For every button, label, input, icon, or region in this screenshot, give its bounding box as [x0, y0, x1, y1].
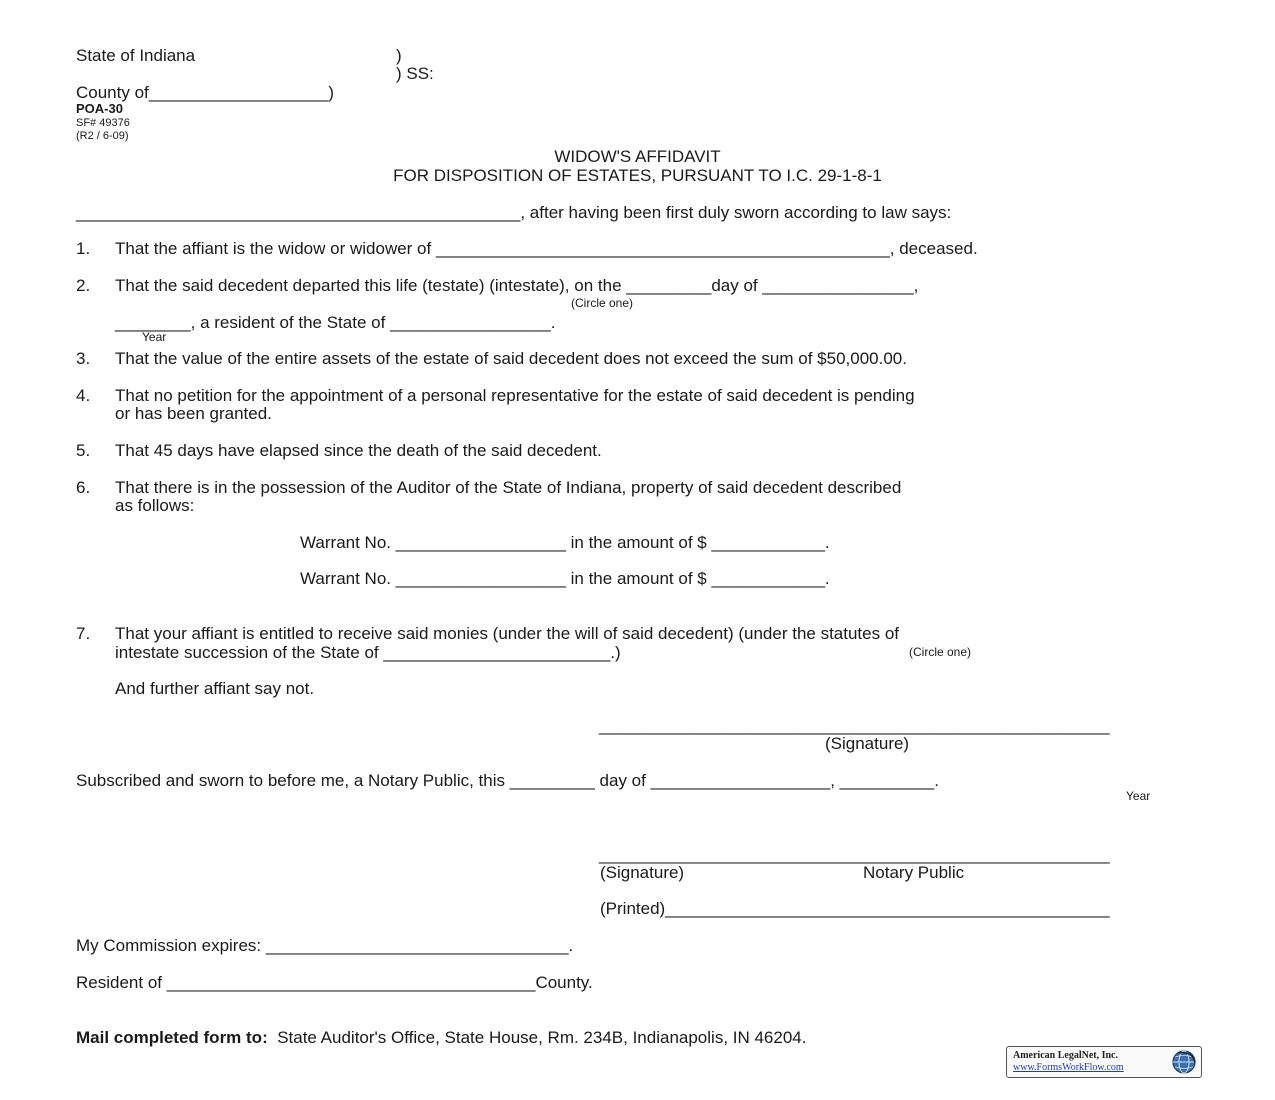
venue-paren: ) [396, 46, 402, 65]
affiant-signature-line[interactable]: ______________________________________________________ [599, 716, 1110, 735]
notary-public-label: Notary Public [863, 863, 965, 882]
notary-printed-name-field[interactable]: (Printed)_______________________________________________ [600, 899, 1110, 918]
item-text: That no petition for the appointment of a personal representative for the estate of said decedent is pending [115, 386, 915, 405]
item-text: That your affiant is entitled to receive said monies (under the will of said decedent) (under the statutes of [115, 624, 900, 643]
item-number: 4. [76, 386, 91, 405]
ss-label: ) SS: [396, 64, 434, 83]
warrant-row[interactable]: Warrant No. __________________ in the amount of $ ____________. [300, 569, 830, 588]
item-number: 1. [76, 239, 91, 258]
item-text-line2: as follows: [115, 496, 195, 515]
forms-workflow-logo[interactable] [1006, 1046, 1202, 1078]
title-line-2: FOR DISPOSITION OF ESTATES, PURSUANT TO I.C. 29-1-8-1 [393, 166, 882, 185]
state-label: State of Indiana [76, 46, 196, 65]
item-number: 6. [76, 478, 91, 497]
item-text[interactable]: That the affiant is the widow or widower of ________________________________________________, deceased. [115, 239, 978, 258]
warrant-row[interactable]: Warrant No. __________________ in the amount of $ ____________. [300, 533, 830, 552]
subscribed-statement[interactable]: Subscribed and sworn to before me, a Notary Public, this _________ day of ___________________, __________. [76, 771, 939, 790]
item-text-line2[interactable]: ________, a resident of the State of _________________. [115, 313, 556, 332]
sf-number: SF# 49376 [76, 117, 130, 129]
further-statement: And further affiant say not. [115, 679, 315, 698]
item-text: That the value of the entire assets of the estate of said decedent does not exceed the sum of $50,000.00. [115, 349, 907, 368]
commission-expires-field[interactable]: My Commission expires: ________________________________. [76, 936, 574, 955]
logo-url-link[interactable]: www.FormsWorkFlow.com [1013, 1062, 1124, 1073]
logo-company-name: American LegalNet, Inc. [1013, 1050, 1118, 1061]
year-note: Year [142, 330, 167, 344]
signature-label: (Signature) [825, 734, 910, 753]
circle-one-note: (Circle one) [571, 296, 634, 310]
circle-one-note: (Circle one) [909, 645, 972, 659]
item-text: That there is in the possession of the Auditor of the State of Indiana, property of said decedent described [115, 478, 902, 497]
form-id: POA-30 [76, 101, 123, 116]
resident-county-field[interactable]: Resident of _______________________________________County. [76, 973, 593, 992]
county-field[interactable]: County of___________________) [76, 83, 335, 102]
revision: (R2 / 6-09) [76, 130, 129, 142]
item-number: 7. [76, 624, 91, 643]
year-note: Year [1126, 789, 1151, 803]
item-number: 3. [76, 349, 91, 368]
mail-address: State Auditor's Office, State House, Rm. 234B, Indianapolis, IN 46204. [277, 1028, 807, 1047]
mail-instructions [76, 1028, 806, 1048]
globe-icon [1171, 1049, 1197, 1075]
affiant-name-field[interactable]: _______________________________________________, after having been first duly sworn according to law says: [76, 203, 952, 222]
item-number: 2. [76, 276, 91, 295]
notary-signature-line[interactable]: ______________________________________________________ [599, 845, 1110, 864]
notary-signature-label: (Signature) [600, 863, 685, 882]
mail-label: Mail completed form to: [76, 1028, 268, 1047]
item-text-line2[interactable]: intestate succession of the State of ________________________.) [115, 643, 621, 662]
item-text[interactable]: That the said decedent departed this life (testate) (intestate), on the _________day of ________________, [115, 276, 919, 295]
item-text-line2: or has been granted. [115, 404, 272, 423]
title-line-1: WIDOW'S AFFIDAVIT [554, 147, 721, 166]
item-number: 5. [76, 441, 91, 460]
item-text: That 45 days have elapsed since the death of the said decedent. [115, 441, 602, 460]
